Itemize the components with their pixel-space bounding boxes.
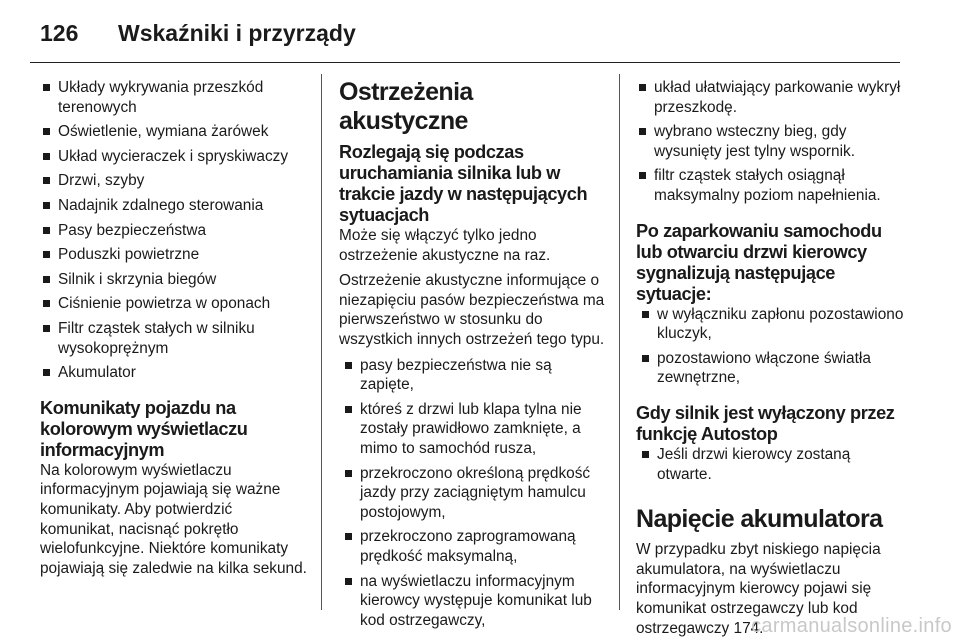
list-item: Nadajnik zdalnego sterowania — [40, 196, 308, 216]
list-item: Filtr cząstek stałych w silniku wysokoprężnym — [40, 319, 308, 358]
watermark: carmanualsonline.info — [751, 615, 952, 637]
list-item: układ ułatwiający parkowanie wykrył przeszkodę. — [636, 78, 904, 117]
list-item: pasy bezpieczeństwa nie są zapięte, — [342, 356, 607, 395]
vehicle-messages-paragraph: Na kolorowym wyświetlaczu informacyjnym pojawiają się ważne komunikaty. Aby potwierdzić komunikat, nacisnąć pokrętło wielofunkcyjne. Niektóre komunikaty pojawiają się zaledwie na kilka sekund. — [40, 461, 307, 577]
battery-voltage-paragraph: W przypadku zbyt niskiego napięcia akumulatora, na wyświetlaczu informacyjnym kierowcy pojawi się komunikat ostrzegawczy lub kod ostrzegawczy 174. — [636, 541, 881, 637]
list-item: Akumulator — [40, 363, 308, 383]
list-item: pozostawiono włączone światła zewnętrzne, — [639, 349, 904, 388]
seatbelt-priority-paragraph: Ostrzeżenie akustyczne informujące o niezapięciu pasów bezpieczeństwa ma pierwszeństwo w stosunku do wszystkich innych ostrzeżeń tego typu. — [339, 272, 605, 348]
vehicle-messages-heading: Komunikaty pojazdu na kolorowym wyświetlaczu informacyjnym — [40, 397, 248, 460]
list-item: Układ wycieraczek i spryskiwaczy — [40, 147, 308, 167]
list-item: Układy wykrywania przeszkód terenowych — [40, 78, 308, 117]
column-2 — [339, 78, 607, 635]
page-number: 126 — [40, 20, 79, 46]
list-item: Silnik i skrzynia biegów — [40, 270, 308, 290]
page-header — [30, 18, 900, 63]
list-item: Pasy bezpieczeństwa — [40, 221, 308, 241]
list-item: Drzwi, szyby — [40, 171, 308, 191]
list-item: któreś z drzwi lub klapa tylna nie zostały prawidłowo zamknięte, a mimo to samochód rusza, — [342, 400, 607, 459]
list-item: przekroczono określoną prędkość jazdy przy zaciągniętym hamulcu postojowym, — [342, 464, 607, 523]
list-item: wybrano wsteczny bieg, gdy wysunięty jest tylny wspornik. — [636, 122, 904, 161]
autostop-heading: Gdy silnik jest wyłączony przez funkcję Autostop — [636, 402, 895, 444]
after-parking-list — [636, 305, 904, 388]
list-item: na wyświetlaczu informacyjnym kierowcy występuje komunikat lub kod ostrzegawczy, — [342, 572, 607, 631]
list-item: filtr cząstek stałych osiągnął maksymalny poziom napełnienia. — [636, 166, 904, 205]
after-parking-heading: Po zaparkowaniu samochodu lub otwarciu drzwi kierowcy sygnalizują następujące sytuacje: — [636, 220, 882, 304]
list-item: w wyłączniku zapłonu pozostawiono kluczyk, — [639, 305, 904, 344]
topics-list — [40, 78, 308, 383]
column-divider-1 — [321, 74, 322, 610]
single-warning-paragraph: Może się włączyć tylko jedno ostrzeżenie akustyczne na raz. — [339, 227, 551, 264]
list-item: Ciśnienie powietrza w oponach — [40, 294, 308, 314]
list-item: Oświetlenie, wymiana żarówek — [40, 122, 308, 142]
page-title: Wskaźniki i przyrządy — [118, 20, 356, 46]
acoustic-warnings-title: Ostrzeżenia akustyczne — [339, 78, 473, 135]
column-3 — [636, 78, 904, 644]
column-1 — [40, 78, 308, 584]
more-situations-list — [636, 78, 904, 206]
warning-situations-list — [339, 356, 607, 631]
list-item: Poduszki powietrzne — [40, 245, 308, 265]
autostop-list — [636, 445, 904, 484]
list-item: przekroczono zaprogramowaną prędkość maksymalną, — [342, 527, 607, 566]
list-item: Jeśli drzwi kierowcy zostaną otwarte. — [639, 445, 904, 484]
column-divider-2 — [619, 74, 620, 610]
engine-start-heading: Rozlegają się podczas uruchamiania silnika lub w trakcie jazdy w następujących sytuacjach — [339, 142, 588, 225]
battery-voltage-title: Napięcie akumulatora — [636, 505, 883, 534]
